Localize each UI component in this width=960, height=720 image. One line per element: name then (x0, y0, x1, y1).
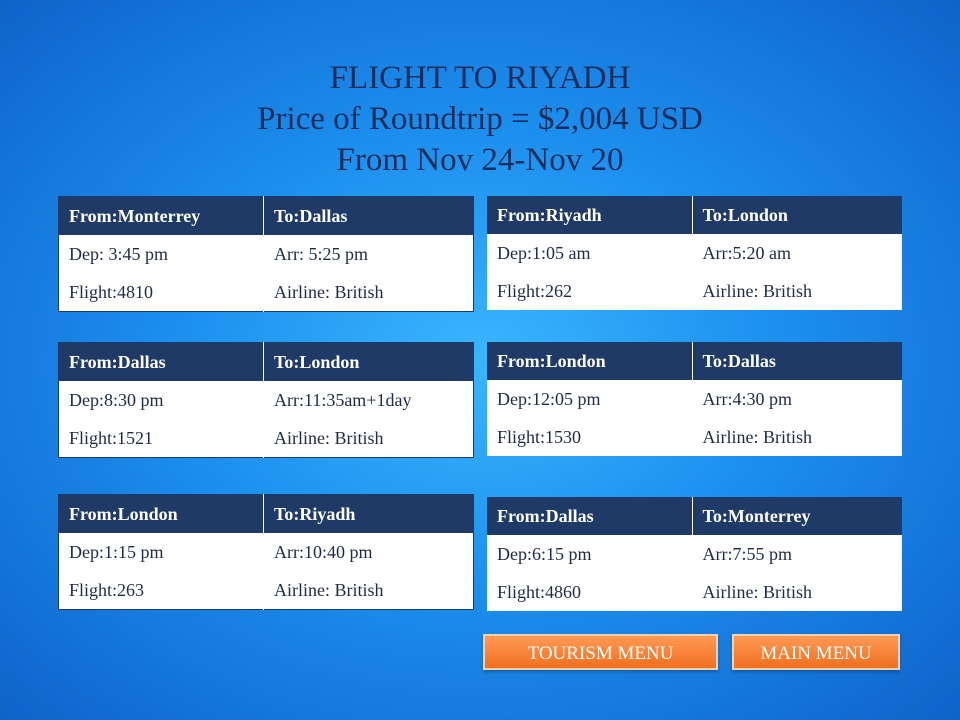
flight-info-row (487, 573, 902, 611)
flight-time-row (487, 380, 902, 418)
airline-name: Airline: British (692, 573, 902, 611)
departure-time: Dep:12:05 pm (487, 380, 692, 418)
flight-number: Flight:262 (487, 272, 692, 310)
main-menu-button[interactable]: MAIN MENU (732, 634, 900, 670)
flight-time-row (59, 235, 474, 273)
flight-header-row (59, 197, 474, 236)
flight-info-row (59, 273, 474, 312)
flight-from-header: From:Dallas (59, 343, 264, 382)
flight-info-row (487, 272, 902, 310)
flight-table-riyadh-london (487, 196, 902, 310)
departure-time: Dep:1:05 am (487, 234, 692, 272)
flight-time-row (59, 381, 474, 419)
flight-to-header: To:London (264, 343, 474, 382)
arrival-time: Arr: 5:25 pm (264, 235, 474, 273)
flight-table-dallas-monterrey (487, 497, 902, 611)
flight-to-header: To:Dallas (692, 342, 902, 380)
airline-name: Airline: British (264, 571, 474, 610)
flight-info-row (59, 419, 474, 458)
airline-name: Airline: British (692, 272, 902, 310)
flight-from-header: From:Monterrey (59, 197, 264, 236)
departure-time: Dep:6:15 pm (487, 535, 692, 573)
tourism-menu-button[interactable]: TOURISM MENU (483, 634, 718, 670)
flight-number: Flight:4810 (59, 273, 264, 312)
flight-from-header: From:London (59, 495, 264, 534)
arrival-time: Arr:7:55 pm (692, 535, 902, 573)
title-line-dates: From Nov 24-Nov 20 (336, 142, 624, 178)
flight-time-row (487, 234, 902, 272)
flight-to-header: To:Riyadh (264, 495, 474, 534)
arrival-time: Arr:11:35am+1day (264, 381, 474, 419)
departure-time: Dep:1:15 pm (59, 533, 264, 571)
arrival-time: Arr:4:30 pm (692, 380, 902, 418)
flight-to-header: To:Monterrey (692, 497, 902, 535)
flight-time-row (59, 533, 474, 571)
flight-from-header: From:Riyadh (487, 196, 692, 234)
departure-time: Dep:8:30 pm (59, 381, 264, 419)
flight-info-row (487, 418, 902, 456)
flight-number: Flight:4860 (487, 573, 692, 611)
flight-number: Flight:1521 (59, 419, 264, 458)
departure-time: Dep: 3:45 pm (59, 235, 264, 273)
flight-header-row (487, 196, 902, 234)
title-line-destination: FLIGHT TO RIYADH (329, 60, 631, 96)
title-line-price: Price of Roundtrip = $2,004 USD (257, 101, 703, 137)
flight-table-london-dallas (487, 342, 902, 456)
flight-header-row (487, 342, 902, 380)
flight-header-row (59, 495, 474, 534)
flight-table-dallas-london (58, 342, 474, 458)
flight-info-row (59, 571, 474, 610)
airline-name: Airline: British (264, 419, 474, 458)
flight-time-row (487, 535, 902, 573)
flight-to-header: To:Dallas (264, 197, 474, 236)
flight-from-header: From:London (487, 342, 692, 380)
flight-number: Flight:263 (59, 571, 264, 610)
flight-to-header: To:London (692, 196, 902, 234)
flight-table-monterrey-dallas (58, 196, 474, 312)
arrival-time: Arr:5:20 am (692, 234, 902, 272)
flight-header-row (487, 497, 902, 535)
flight-from-header: From:Dallas (487, 497, 692, 535)
flight-header-row (59, 343, 474, 382)
airline-name: Airline: British (692, 418, 902, 456)
arrival-time: Arr:10:40 pm (264, 533, 474, 571)
flight-number: Flight:1530 (487, 418, 692, 456)
flight-table-london-riyadh (58, 494, 474, 610)
page-title (0, 58, 960, 181)
airline-name: Airline: British (264, 273, 474, 312)
